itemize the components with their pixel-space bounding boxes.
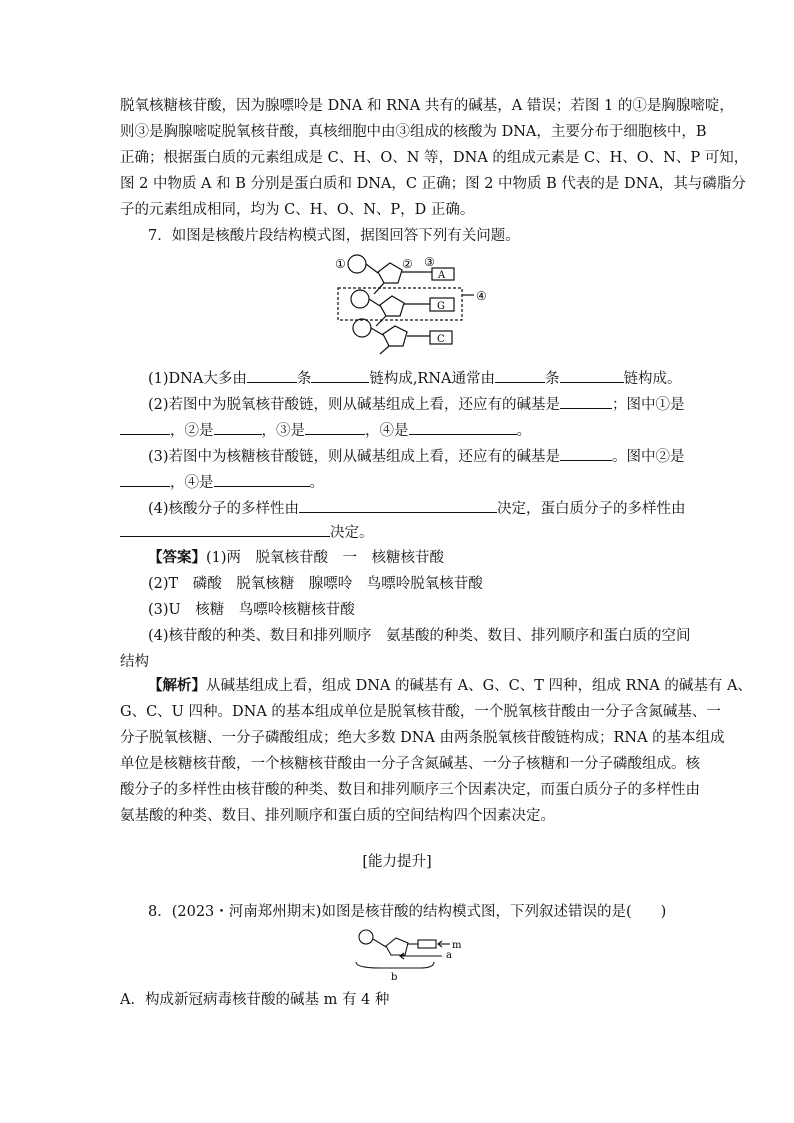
analysis-line: 单位是核糖核苷酸，一个核糖核苷酸由一分子含氮碱基、一分子核糖和一分子磷酸组成。核 bbox=[120, 756, 700, 772]
section-heading: [能力提升] bbox=[362, 854, 432, 870]
question-8-stem: 8．(2023・河南郑州期末)如图是核苷酸的结构模式图，下列叙述错误的是( ) bbox=[148, 904, 667, 920]
answer-label: 【答案】 bbox=[148, 549, 206, 566]
base-c-label: C bbox=[437, 334, 445, 345]
label-b: b bbox=[391, 972, 398, 983]
explanation-line: 图 2 中物质 A 和 B 分别是蛋白质和 DNA，C 正确；图 2 中物质 B 代表的是 DNA，其与磷脂分 bbox=[120, 176, 746, 192]
question-8-option-a: A．构成新冠病毒核苷酸的碱基 m 有 4 种 bbox=[120, 992, 390, 1008]
label-a: a bbox=[446, 950, 452, 961]
explanation-line: 则③是胸腺嘧啶脱氧核苷酸，真核细胞中由③组成的核酸为 DNA，主要分布于细胞核中，B bbox=[120, 124, 707, 140]
base-a-label: A bbox=[438, 270, 446, 281]
analysis-label: 【解析】 bbox=[148, 677, 206, 694]
nucleotide-structure-diagram bbox=[0, 926, 794, 986]
question-7-part-3-cont: ，④是 。 bbox=[120, 472, 324, 493]
question-7-part-4-cont: 决定。 bbox=[120, 522, 374, 543]
answer-line: (2)T 磷酸 脱氧核糖 腺嘌呤 鸟嘌呤脱氧核苷酸 bbox=[148, 576, 483, 592]
analysis-line: 酸分子的多样性由核苷酸的种类、数目和排列顺序三个因素决定，而蛋白质分子的多样性由 bbox=[120, 782, 700, 798]
label-4: ④ bbox=[476, 289, 487, 303]
question-7-part-2: (2)若图中为脱氧核苷酸链，则从碱基组成上看，还应有的碱基是 ；图中①是 bbox=[148, 394, 685, 415]
analysis-line: G、C、U 四种。DNA 的基本组成单位是脱氧核苷酸，一个脱氧核苷酸由一分子含氮碱基、一 bbox=[120, 704, 721, 720]
label-m: m bbox=[452, 940, 462, 951]
question-7-part-4: (4)核酸分子的多样性由 决定，蛋白质分子的多样性由 bbox=[148, 498, 686, 519]
explanation-line: 正确；根据蛋白质的元素组成是 C、H、O、N 等，DNA 的组成元素是 C、H、O、N、P 可知， bbox=[120, 150, 749, 166]
question-7-part-1: (1)DNA大多由 条 链构成,RNA通常由 条 链构成。 bbox=[148, 368, 682, 389]
label-3: ③ bbox=[424, 255, 435, 269]
label-2: ② bbox=[402, 257, 413, 271]
analysis-line: 【解析】从碱基组成上看，组成 DNA 的碱基有 A、G、C、T 四种，组成 RNA 的碱基有 A、 bbox=[148, 677, 752, 694]
base-g-label: G bbox=[437, 301, 445, 312]
answer-line: (4)核苷酸的种类、数目和排列顺序 氨基酸的种类、数目、排列顺序和蛋白质的空间 bbox=[148, 628, 691, 644]
answer-line: (3)U 核糖 鸟嘌呤核糖核苷酸 bbox=[148, 602, 355, 618]
answer-line: 【答案】(1)两 脱氧核苷酸 一 核糖核苷酸 bbox=[148, 549, 445, 566]
nucleic-acid-fragment-diagram bbox=[0, 250, 794, 360]
answer-line: 结构 bbox=[120, 654, 149, 670]
question-7-part-2-cont: ，②是 ，③是 ，④是 。 bbox=[120, 420, 531, 441]
explanation-line: 脱氧核糖核苷酸，因为腺嘌呤是 DNA 和 RNA 共有的碱基，A 错误；若图 1 的①是胸腺嘧啶， bbox=[120, 98, 734, 114]
label-1: ① bbox=[335, 257, 346, 271]
analysis-line: 氨基酸的种类、数目、排列顺序和蛋白质的空间结构四个因素决定。 bbox=[120, 808, 555, 824]
analysis-line: 分子脱氧核糖、一分子磷酸组成；绝大多数 DNA 由两条脱氧核苷酸链构成；RNA 的基本组成 bbox=[120, 730, 725, 746]
question-7-part-3: (3)若图中为核糖核苷酸链，则从碱基组成上看，还应有的碱基是 。图中②是 bbox=[148, 446, 685, 467]
explanation-line: 子的元素组成相同，均为 C、H、O、N、P，D 正确。 bbox=[120, 202, 475, 218]
question-7-stem: 7．如图是核酸片段结构模式图，据图回答下列有关问题。 bbox=[148, 228, 520, 244]
